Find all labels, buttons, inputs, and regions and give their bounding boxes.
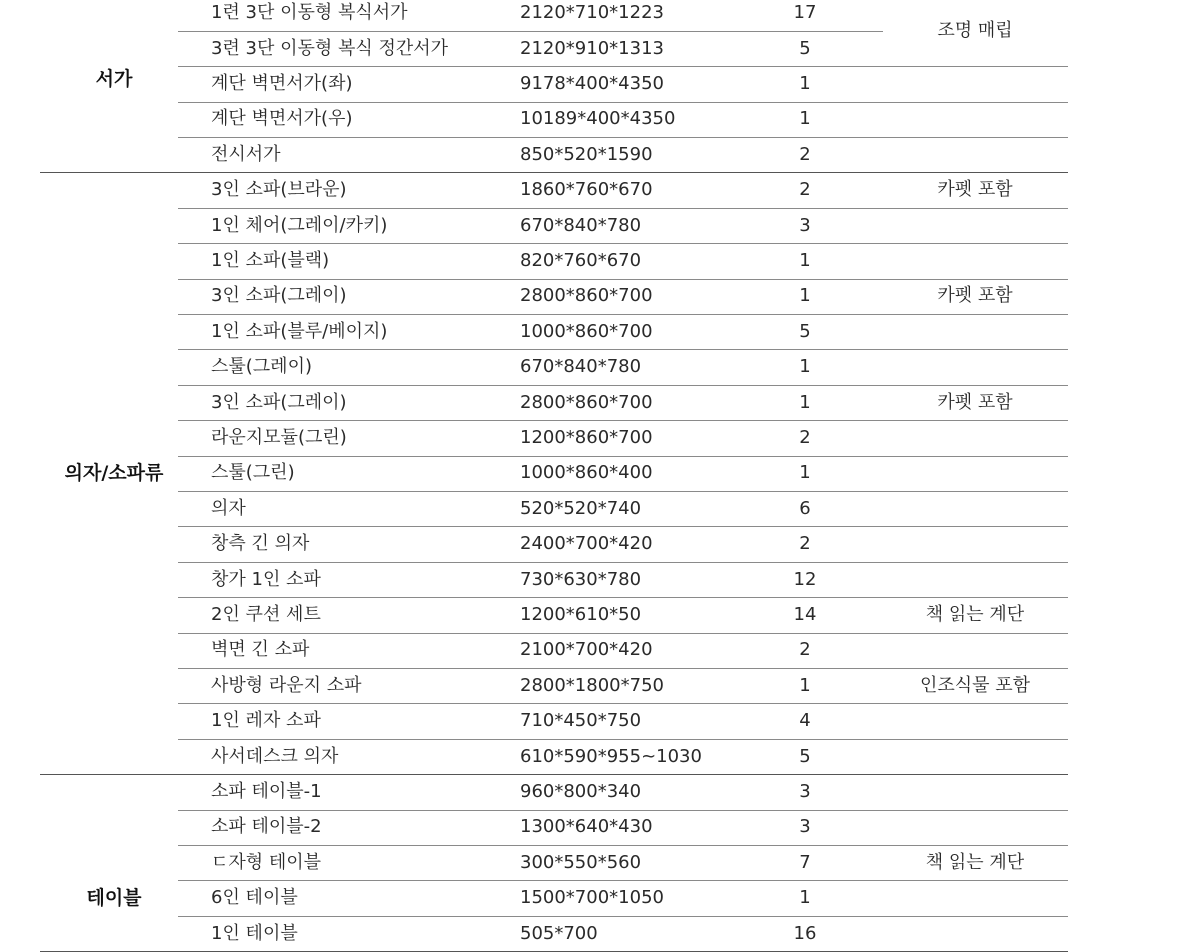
item-note: 카펫 포함 <box>937 285 1013 307</box>
category-label: 의자/소파류 <box>64 462 164 485</box>
item-size: 2120*710*1223 <box>520 2 664 24</box>
item-quantity: 6 <box>799 497 811 519</box>
item-name: 창가 1인 소파 <box>211 568 321 590</box>
item-quantity: 5 <box>799 320 811 342</box>
item-quantity: 2 <box>799 426 811 448</box>
item-name: 전시서가 <box>211 143 281 165</box>
item-size: 2100*700*420 <box>520 639 653 661</box>
row-divider <box>178 31 883 32</box>
row-divider <box>178 66 1068 67</box>
row-divider <box>178 562 1068 563</box>
item-quantity: 2 <box>799 179 811 201</box>
category-label: 테이블 <box>86 887 142 910</box>
item-name: 1인 소파(블랙) <box>211 249 330 271</box>
item-quantity: 1 <box>799 462 811 484</box>
row-divider <box>178 349 1068 350</box>
category-label: 서가 <box>95 67 133 90</box>
item-size: 300*550*560 <box>520 851 642 873</box>
row-divider <box>40 774 1068 775</box>
item-name: 소파 테이블-2 <box>211 816 322 838</box>
item-name: 사방형 라운지 소파 <box>211 674 362 696</box>
row-divider <box>178 279 1068 280</box>
item-quantity: 1 <box>799 674 811 696</box>
item-size: 1200*610*50 <box>520 603 642 625</box>
item-quantity: 1 <box>799 887 811 909</box>
item-name: ㄷ자형 테이블 <box>211 851 322 873</box>
row-divider <box>178 314 1068 315</box>
item-name: 1인 체어(그레이/카키) <box>211 214 388 236</box>
row-divider <box>178 810 1068 811</box>
item-size: 1000*860*400 <box>520 462 653 484</box>
item-note: 조명 매립 <box>937 19 1013 41</box>
item-size: 610*590*955~1030 <box>520 745 702 767</box>
item-quantity: 1 <box>799 108 811 130</box>
item-name: 창측 긴 의자 <box>211 533 310 555</box>
item-quantity: 5 <box>799 745 811 767</box>
item-note: 책 읽는 계단 <box>925 851 1025 873</box>
item-quantity: 1 <box>799 285 811 307</box>
item-size: 2800*860*700 <box>520 285 653 307</box>
item-quantity: 3 <box>799 780 811 802</box>
item-name: 소파 테이블-1 <box>211 780 322 802</box>
item-name: 스툴(그레이) <box>211 356 312 378</box>
item-size: 960*800*340 <box>520 780 642 802</box>
row-divider <box>178 916 1068 917</box>
row-divider <box>178 845 1068 846</box>
row-divider <box>178 385 1068 386</box>
item-quantity: 3 <box>799 816 811 838</box>
item-size: 10189*400*4350 <box>520 108 676 130</box>
item-quantity: 1 <box>799 391 811 413</box>
item-quantity: 14 <box>793 603 817 625</box>
item-name: 사서데스크 의자 <box>211 745 339 767</box>
row-divider <box>178 597 1068 598</box>
item-name: 1련 3단 이동형 복식서가 <box>211 2 408 24</box>
item-name: 1인 소파(블루/베이지) <box>211 320 388 342</box>
row-divider <box>178 456 1068 457</box>
row-divider <box>178 243 1068 244</box>
row-divider <box>178 420 1068 421</box>
row-divider <box>178 633 1068 634</box>
item-quantity: 12 <box>793 568 817 590</box>
item-size: 1500*700*1050 <box>520 887 664 909</box>
item-size: 2800*1800*750 <box>520 674 664 696</box>
item-name: 의자 <box>211 497 246 519</box>
item-name: 1인 레자 소파 <box>211 710 321 732</box>
item-note: 인조식물 포함 <box>919 674 1031 696</box>
item-name: 계단 벽면서가(좌) <box>211 72 353 94</box>
item-size: 820*760*670 <box>520 249 642 271</box>
item-size: 2120*910*1313 <box>520 37 664 59</box>
row-divider <box>178 703 1068 704</box>
row-divider <box>178 526 1068 527</box>
item-name: 1인 테이블 <box>211 922 298 944</box>
item-quantity: 5 <box>799 37 811 59</box>
item-size: 2800*860*700 <box>520 391 653 413</box>
row-divider <box>178 208 1068 209</box>
item-size: 670*840*780 <box>520 356 642 378</box>
item-size: 2400*700*420 <box>520 533 653 555</box>
item-quantity: 16 <box>793 922 817 944</box>
item-size: 520*520*740 <box>520 497 642 519</box>
row-divider <box>178 739 1068 740</box>
row-divider <box>40 172 1068 173</box>
item-quantity: 1 <box>799 72 811 94</box>
row-divider <box>178 491 1068 492</box>
item-size: 710*450*750 <box>520 710 642 732</box>
item-name: 3련 3단 이동형 복식 정간서가 <box>211 37 449 59</box>
item-note: 책 읽는 계단 <box>925 603 1025 625</box>
item-quantity: 2 <box>799 533 811 555</box>
item-size: 670*840*780 <box>520 214 642 236</box>
item-quantity: 4 <box>799 710 811 732</box>
item-name: 라운지모듈(그린) <box>211 426 347 448</box>
item-name: 스툴(그린) <box>211 462 295 484</box>
item-quantity: 7 <box>799 851 811 873</box>
item-size: 9178*400*4350 <box>520 72 664 94</box>
row-divider <box>178 102 1068 103</box>
item-quantity: 1 <box>799 356 811 378</box>
item-note: 카펫 포함 <box>937 391 1013 413</box>
item-quantity: 2 <box>799 143 811 165</box>
item-name: 3인 소파(브라운) <box>211 179 347 201</box>
item-size: 1860*760*670 <box>520 179 653 201</box>
item-size: 730*630*780 <box>520 568 642 590</box>
item-name: 계단 벽면서가(우) <box>211 108 353 130</box>
item-name: 3인 소파(그레이) <box>211 391 347 413</box>
row-divider <box>178 880 1068 881</box>
row-divider <box>178 137 1068 138</box>
item-size: 1000*860*700 <box>520 320 653 342</box>
item-name: 2인 쿠션 세트 <box>211 603 321 625</box>
item-quantity: 3 <box>799 214 811 236</box>
row-divider <box>178 668 1068 669</box>
item-name: 6인 테이블 <box>211 887 298 909</box>
item-size: 505*700 <box>520 922 598 944</box>
item-size: 1200*860*700 <box>520 426 653 448</box>
item-quantity: 17 <box>793 2 817 24</box>
item-quantity: 1 <box>799 249 811 271</box>
item-size: 1300*640*430 <box>520 816 653 838</box>
item-quantity: 2 <box>799 639 811 661</box>
item-note: 카펫 포함 <box>937 179 1013 201</box>
item-size: 850*520*1590 <box>520 143 653 165</box>
item-name: 벽면 긴 소파 <box>211 639 310 661</box>
item-name: 3인 소파(그레이) <box>211 285 347 307</box>
